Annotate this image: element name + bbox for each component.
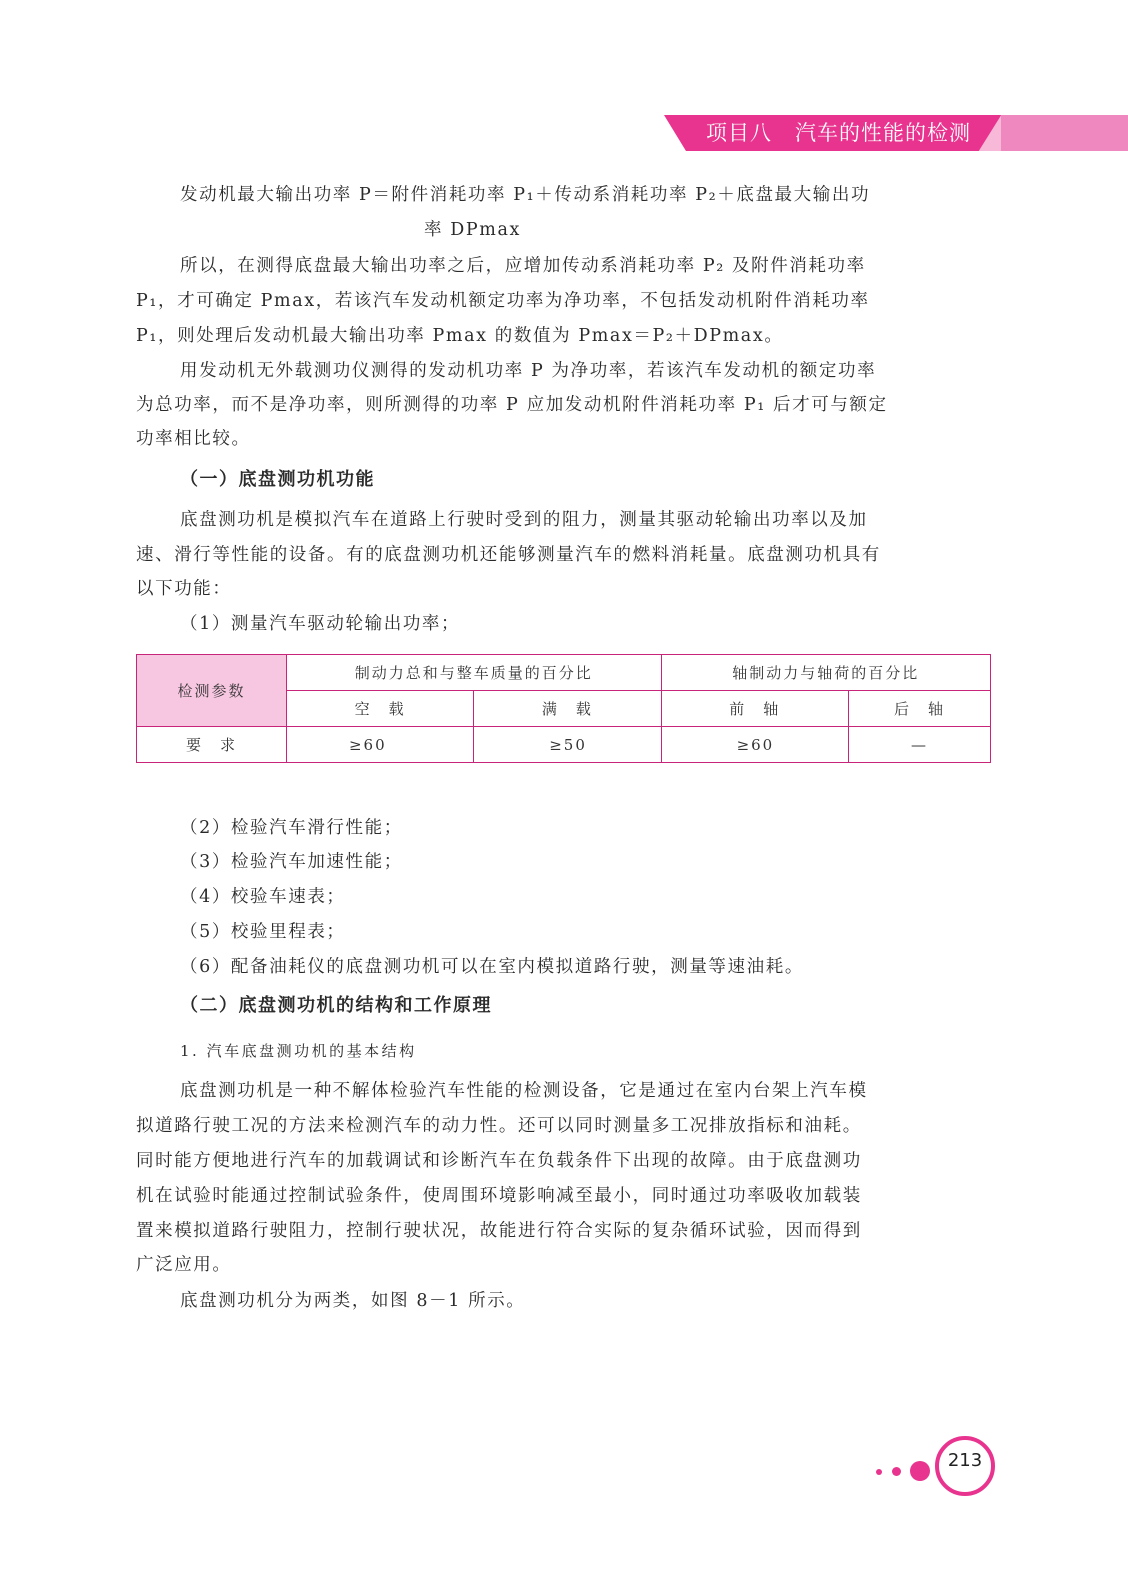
table-sub-empty-load: 空 载 bbox=[286, 691, 473, 727]
table-row-label: 要 求 bbox=[137, 727, 287, 763]
table-cell: ≥60 bbox=[286, 727, 473, 763]
para5-line2: 拟道路行驶工况的方法来检测汽车的动力性。还可以同时测量多工况排放指标和油耗。 bbox=[136, 1116, 862, 1136]
section-heading-2: （二）底盘测功机的结构和工作原理 bbox=[180, 995, 492, 1016]
para4-line3: 以下功能： bbox=[136, 579, 232, 599]
dot-medium bbox=[892, 1467, 901, 1476]
table-cell: ≥50 bbox=[474, 727, 661, 763]
list-item-5: （5）校验里程表； bbox=[180, 922, 346, 942]
para5-line4: 机在试验时能通过控制试验条件，使周围环境影响减至最小，同时通过功率吸收加载装 bbox=[136, 1186, 862, 1206]
subsection-heading: 1. 汽车底盘测功机的基本结构 bbox=[180, 1042, 417, 1060]
para6-line1: 底盘测功机分为两类，如图 8－1 所示。 bbox=[180, 1291, 526, 1311]
section-heading-1: （一）底盘测功机功能 bbox=[180, 469, 375, 490]
spec-table bbox=[136, 654, 991, 763]
table-sub-rear-axle: 后 轴 bbox=[848, 691, 990, 727]
para4-line2: 速、滑行等性能的设备。有的底盘测功机还能够测量汽车的燃料消耗量。底盘测功机具有 bbox=[136, 545, 881, 565]
para3-line2: 为总功率，而不是净功率，则所测得的功率 P 应加发动机附件消耗功率 P₁ 后才可与额定 bbox=[136, 395, 888, 415]
para1-line2: 率 DPmax bbox=[424, 220, 521, 240]
para3-line3: 功率相比较。 bbox=[136, 429, 251, 449]
list-item-3: （3）检验汽车加速性能； bbox=[180, 852, 403, 872]
list-item-1: （1）测量汽车驱动轮输出功率； bbox=[180, 614, 461, 634]
page-number: 213 bbox=[947, 1450, 983, 1471]
para1-line1: 发动机最大输出功率 P＝附件消耗功率 P₁＋传动系消耗功率 P₂＋底盘最大输出功 bbox=[180, 185, 871, 205]
list-item-2: （2）检验汽车滑行性能； bbox=[180, 818, 403, 838]
para5-line5: 置来模拟道路行驶阻力，控制行驶状况，故能进行符合实际的复杂循环试验，因而得到 bbox=[136, 1221, 862, 1241]
dot-large bbox=[910, 1461, 930, 1481]
para2-line2: P₁，才可确定 Pmax，若该汽车发动机额定功率为净功率，不包括发动机附件消耗功率 bbox=[136, 291, 870, 311]
para4-line1: 底盘测功机是模拟汽车在道路上行驶时受到的阻力，测量其驱动轮输出功率以及加 bbox=[180, 510, 868, 530]
table-param-label: 检测参数 bbox=[137, 655, 287, 727]
table-sub-full-load: 满 载 bbox=[474, 691, 661, 727]
para5-line6: 广泛应用。 bbox=[136, 1255, 232, 1275]
table-cell: ≥60 bbox=[661, 727, 848, 763]
para3-line1: 用发动机无外载测功仪测得的发动机功率 P 为净功率，若该汽车发动机的额定功率 bbox=[180, 361, 877, 381]
table-sub-front-axle: 前 轴 bbox=[661, 691, 848, 727]
dot-small bbox=[876, 1469, 882, 1475]
table-group-2: 轴制动力与轴荷的百分比 bbox=[661, 655, 990, 691]
list-item-6: （6）配备油耗仪的底盘测功机可以在室内模拟道路行驶，测量等速油耗。 bbox=[180, 957, 804, 977]
list-item-4: （4）校验车速表； bbox=[180, 887, 346, 907]
para2-line3: P₁，则处理后发动机最大输出功率 Pmax 的数值为 Pmax＝P₂＋DPmax。 bbox=[136, 326, 784, 346]
header-tail bbox=[1001, 115, 1128, 151]
para2-line1: 所以，在测得底盘最大输出功率之后，应增加传动系消耗功率 P₂ 及附件消耗功率 bbox=[180, 256, 866, 276]
table-cell: — bbox=[848, 727, 990, 763]
table-group-1: 制动力总和与整车质量的百分比 bbox=[286, 655, 661, 691]
chapter-title: 项目八 汽车的性能的检测 bbox=[706, 121, 972, 145]
para5-line3: 同时能方便地进行汽车的加载调试和诊断汽车在负载条件下出现的故障。由于底盘测功 bbox=[136, 1151, 862, 1171]
para5-line1: 底盘测功机是一种不解体检验汽车性能的检测设备，它是通过在室内台架上汽车模 bbox=[180, 1081, 868, 1101]
